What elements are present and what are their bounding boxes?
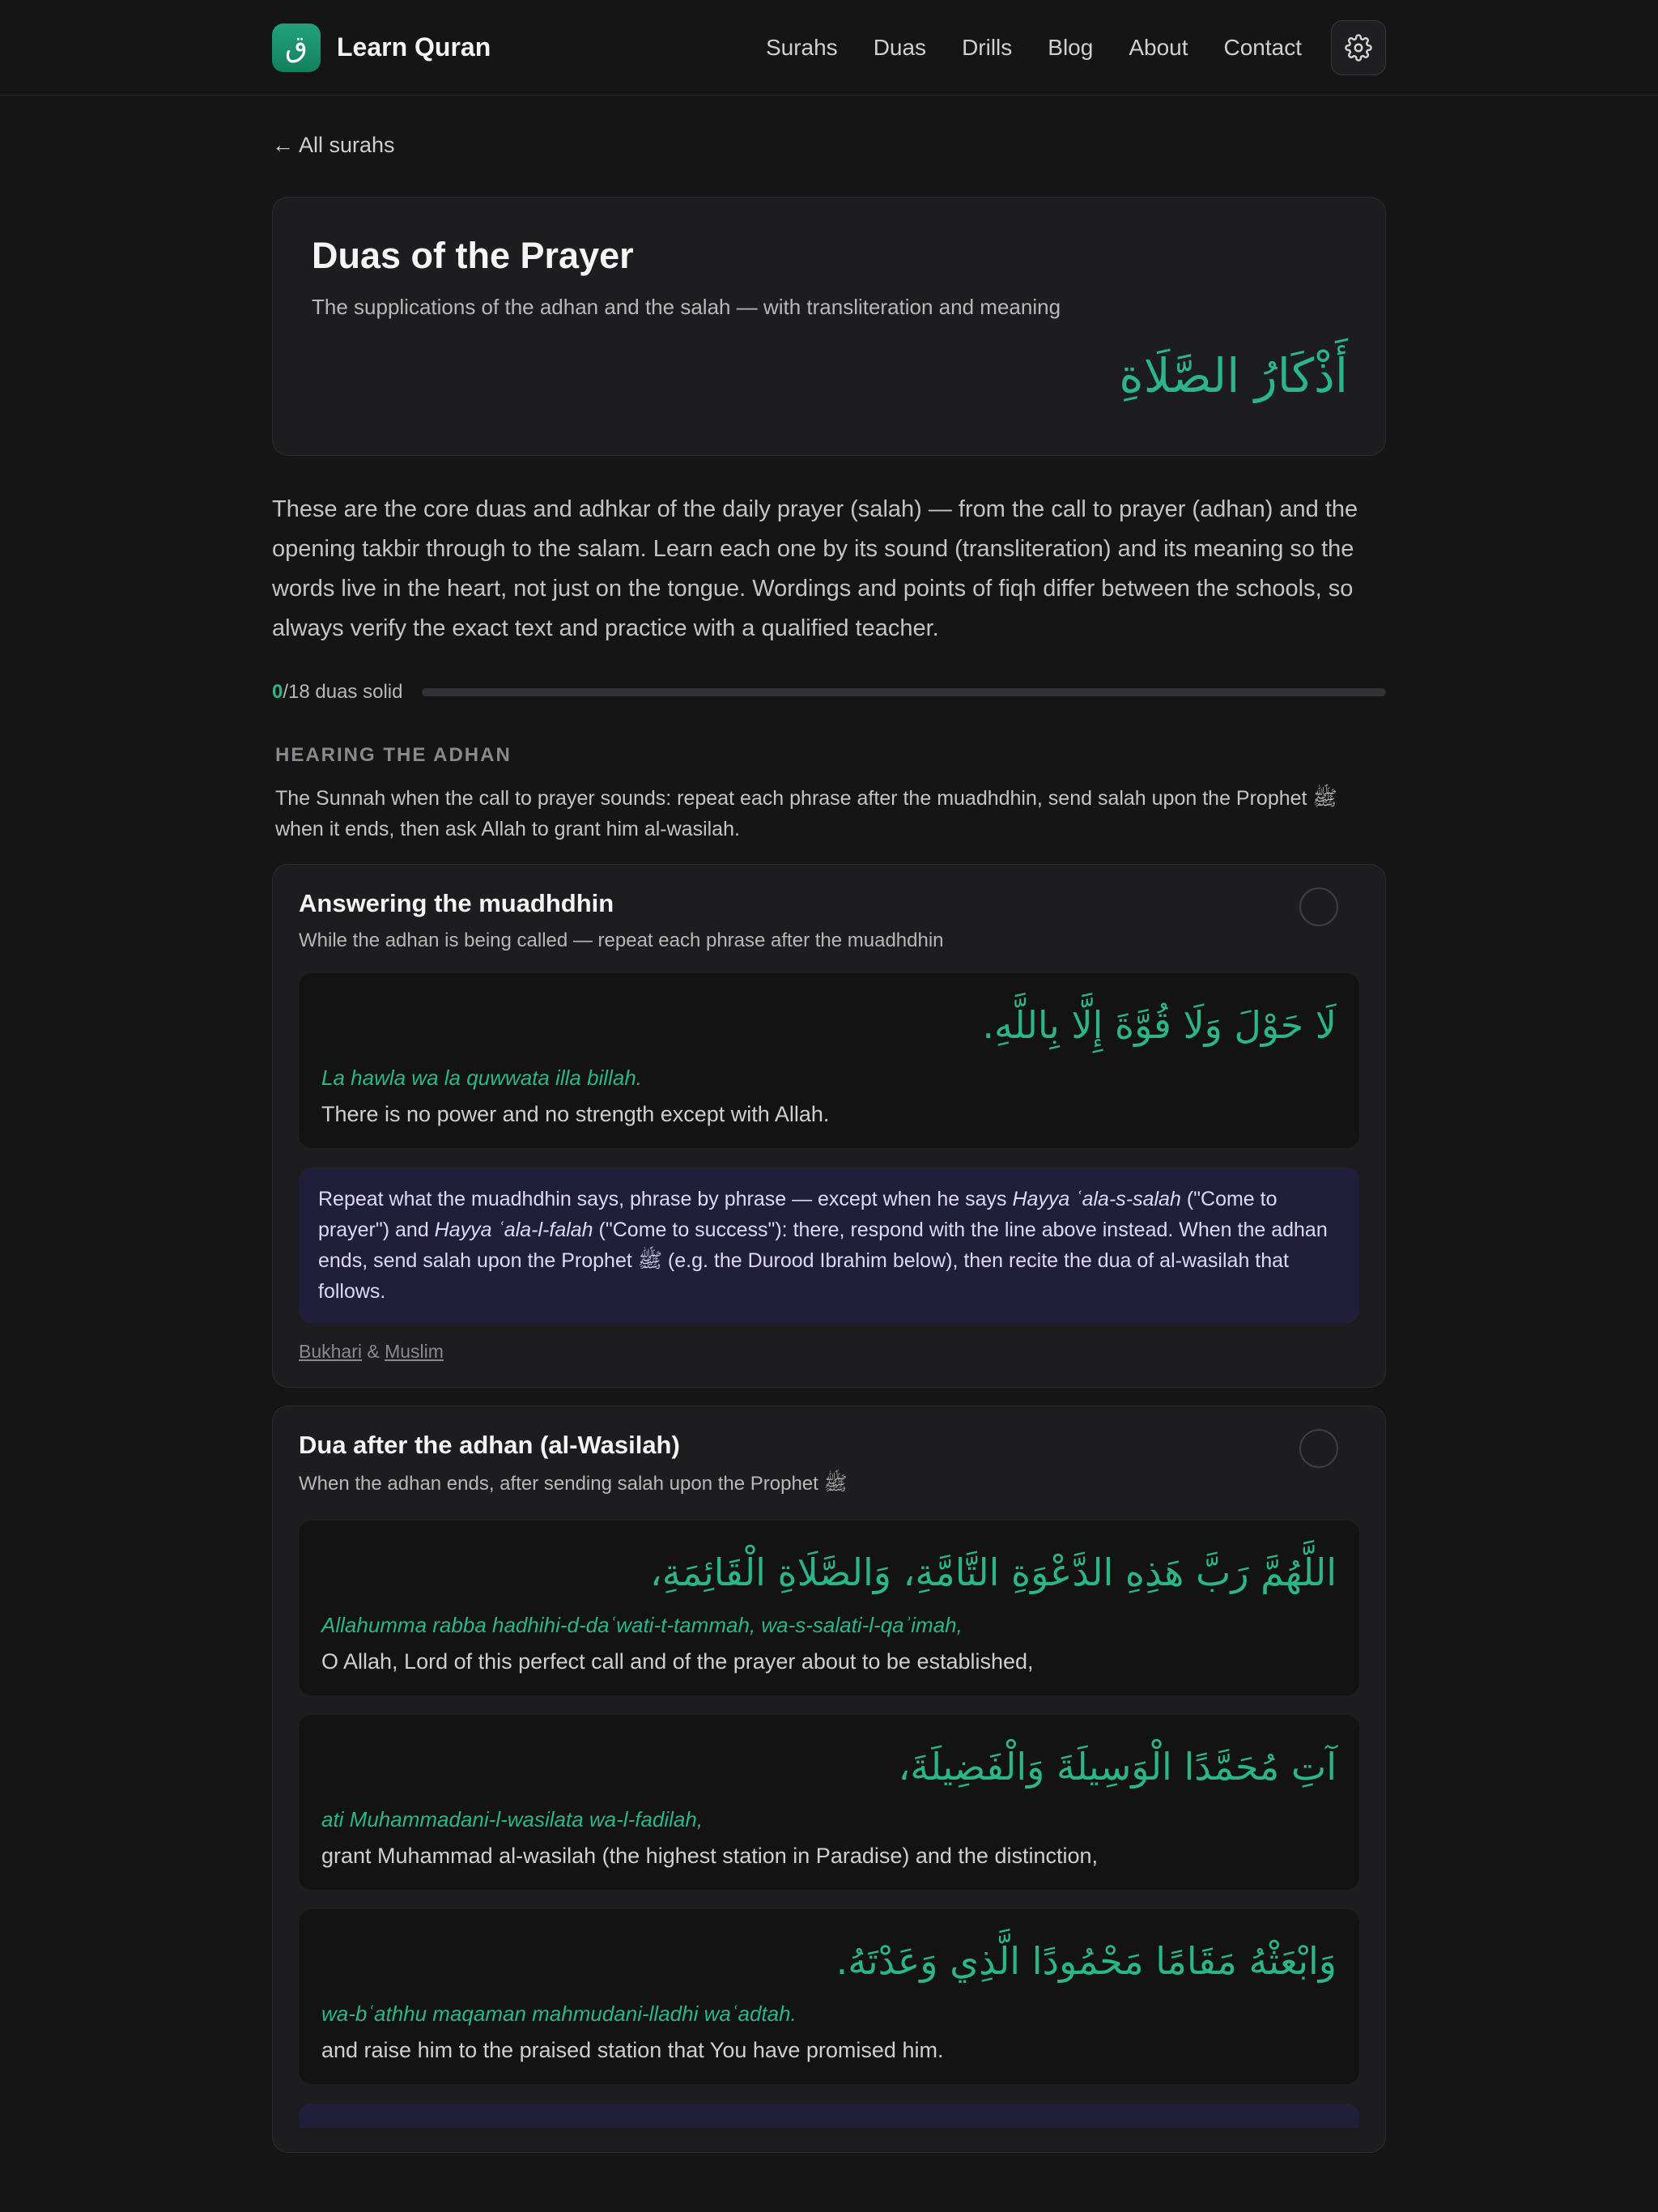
nav-link-blog[interactable]: Blog [1048,34,1094,60]
top-navbar [0,0,1658,96]
dua-arabic-text: وَابْعَثْهُ مَقَامًا مَحْمُودًا الَّذِي وَعَدْتَهُ. [835,1939,1337,1983]
dua-line [299,1715,1359,1890]
dua-arabic-text: آتِ مُحَمَّدًا الْوَسِيلَةَ وَالْفَضِيلَةَ، [898,1745,1337,1789]
mark-solid-checkbox[interactable] [1299,887,1338,926]
nav-link-contact[interactable]: Contact [1223,34,1302,60]
progress-done-count: 0 [272,681,283,703]
dua-meaning: There is no power and no strength except with Allah. [321,1102,830,1126]
logo-icon: ق [272,23,321,72]
settings-button[interactable] [1331,20,1386,75]
dua-title: Dua after the adhan (al-Wasilah) [299,1431,680,1459]
dua-note-text: Repeat what the muadhdhin says, phrase by phrase — except when he says [318,1188,1013,1210]
dua-line [299,1521,1359,1695]
section-description: The Sunnah when the call to prayer sounds: repeat each phrase after the muadhdhin, send salah upon the Prophet ﷺ when it ends, then ask Allah to grant him al-wasilah. [275,787,1337,840]
dua-line [299,973,1359,1148]
page-title: Duas of the Prayer [312,235,634,276]
dua-transliteration: La hawla wa la quwwata illa billah. [321,1066,643,1090]
dua-transliteration: ati Muhammadani-l-wasilata wa-l-fadilah, [321,1807,704,1831]
dua-note-phrase: Hayya ʿala-s-salah [1012,1188,1181,1210]
source-link-bukhari[interactable]: Bukhari [299,1341,362,1362]
back-to-all-surahs-link[interactable]: ← All surahs [272,133,395,157]
intro-paragraph: These are the core duas and adhkar of the daily prayer (salah) — from the call to prayer (adhan) and the opening takbir through to the salam. Learn each one by its sound (transliteration) and its meaning so the words live in the heart, not just on the tongue. Wordings and points of fiqh differ between the schools, so always verify the exact text and practice with a qualified teacher. [272,496,1358,641]
dua-meaning: O Allah, Lord of this perfect call and of the prayer about to be established, [321,1649,1034,1674]
page-title-arabic: أَذْكَارُ الصَّلَاةِ [1119,348,1348,403]
dua-card [272,864,1386,1388]
dua-note-text: ("Come to prayer") and [318,1188,1278,1241]
section-heading: HEARING THE ADHAN [275,744,512,766]
dua-note-phrase: Hayya ʿala-l-falah [434,1219,593,1241]
page-subtitle: The supplications of the adhan and the salah — with transliteration and meaning [312,295,1061,319]
dua-meaning: grant Muhammad al-wasilah (the highest station in Paradise) and the distinction, [321,1844,1099,1868]
main-nav [730,20,1386,75]
dua-title: Answering the muadhdhin [299,889,614,917]
dua-arabic-text: لَا حَوْلَ وَلَا قُوَّةَ إِلَّا بِاللَّهِ. [982,1003,1337,1047]
progress-label [272,681,402,704]
sources-separator: & [361,1341,385,1362]
main-content [272,96,1386,2153]
dua-transliteration: wa-bʿathhu maqaman mahmudani-lladhi waʿadtah. [321,2001,797,2026]
dua-occasion: When the adhan ends, after sending salah upon the Prophet ﷺ [299,1473,848,1495]
progress-bar [422,688,1386,696]
gear-icon [1345,34,1372,62]
source-link-muslim[interactable]: Muslim [385,1341,444,1362]
mark-solid-checkbox[interactable] [1299,1429,1338,1468]
nav-link-duas[interactable]: Duas [873,34,927,60]
nav-link-about[interactable]: About [1129,34,1188,60]
dua-transliteration: Allahumma rabba hadhihi-d-daʿwati-t-tammah, wa-s-salati-l-qaʾimah, [321,1613,963,1637]
dua-note-text: ("Come to success"): there, respond with the line above instead. When the adhan ends, send salah upon the Prophet ﷺ (e.g. the Durood Ibrahim below), then recite the dua of al-wasilah that follows. [318,1219,1328,1303]
dua-note [299,2104,1359,2128]
dua-line [299,1909,1359,2084]
dua-meaning: and raise him to the praised station that You have promised him. [321,2038,944,2062]
progress-summary [272,681,1386,704]
brand-home-link[interactable] [272,23,491,72]
nav-link-drills[interactable]: Drills [962,34,1013,60]
dua-sources [299,1341,1359,1363]
page-hero-card [272,197,1386,456]
dua-note [299,1168,1359,1323]
dua-card [272,1406,1386,2153]
dua-occasion: While the adhan is being called — repeat each phrase after the muadhdhin [299,929,944,951]
brand-name: Learn Quran [337,32,491,62]
progress-total-text: /18 duas solid [283,681,403,703]
dua-arabic-text: اللَّهُمَّ رَبَّ هَذِهِ الدَّعْوَةِ التَّامَّةِ، وَالصَّلَاةِ الْقَائِمَةِ، [649,1551,1337,1594]
nav-link-surahs[interactable]: Surahs [765,34,838,60]
